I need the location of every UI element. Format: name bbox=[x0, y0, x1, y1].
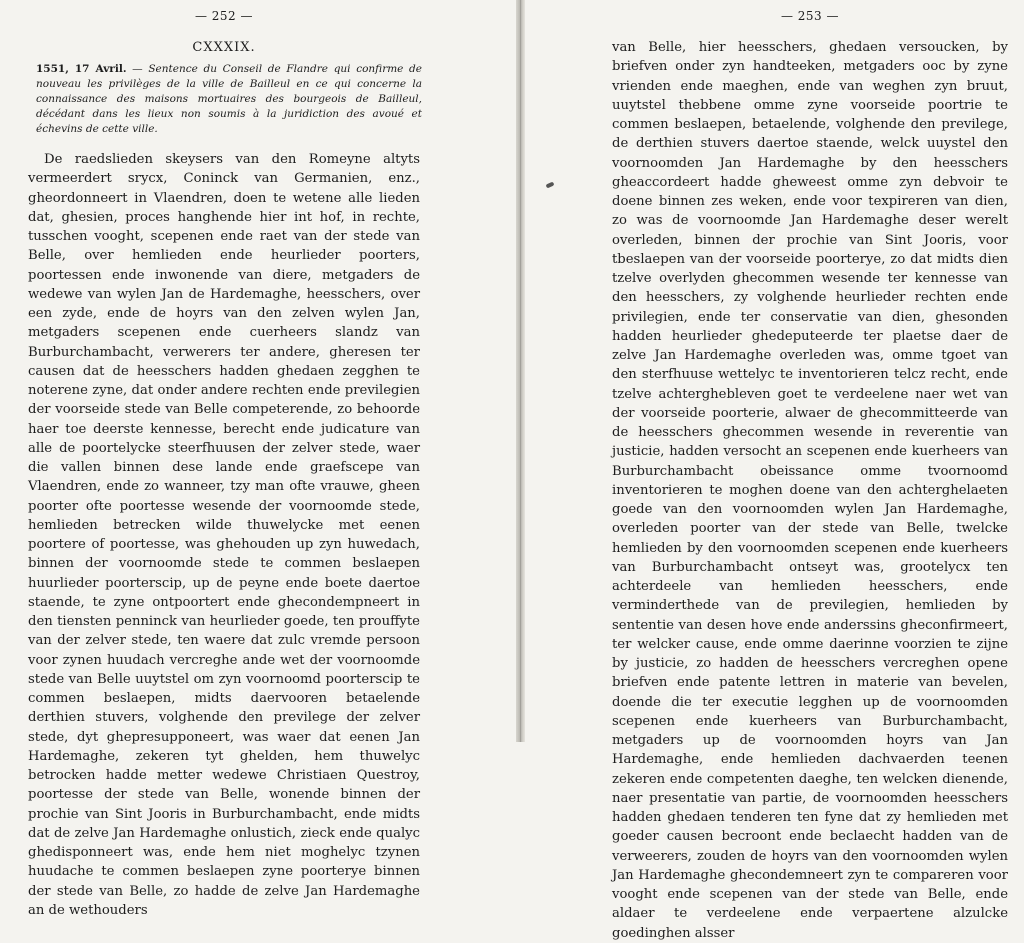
page-number: — 252 — bbox=[194, 9, 254, 23]
document-summary bbox=[36, 62, 422, 137]
book-gutter bbox=[516, 0, 525, 742]
right-page bbox=[612, 0, 1008, 941]
page-number: — 253 — bbox=[780, 9, 840, 23]
body-text: van Belle, hier heesschers, ghedaen versoucken, by briefven onder zyn handteeken, metgaders ooc by zyne vrienden ende maeghen, ende van weghen zyn bruut, uuytstel thebbene omme zyne voorseide poortrie te commen beslaepen, betaelende, volghende den previlege, de derthien stuvers daertoe staende, welck uuystel den voornoomden Jan Hardemaghe by den heesschers gheaccordeert hadde gheweest omme zyn debvoir te doene binnen zes weken, ende voor texpireren van dien, zo was de voornoomde Jan Hardemaghe deser werelt overleden, binnen der prochie van Sint Jooris, voor tbeslaepen van der voorseide poorterye, zo dat midts dien tzelve overlyden ghecommen wesende ter kennesse van den heesschers, zy volghende heurlieder rechten ende privilegien, ende ter conservatie van dien, ghesonden hadden heurlieder ghedeputeerde ter plaetse daer de zelve Jan Hardemaghe overleden was, omme tgoet van den sterfhuuse wettelyc te inventorieren telcz recht, ende tzelve achterghebleven goet te verdeelene naer wet van der voorseide poorterie, alwaer de ghecommitteerde van de heesschers ghecommen wesende in reverentie van justicie, hadden versocht an scepenen ende kuerheers van Burburchambacht obeissance omme tvoornoomd inventorieren te moghen doene van den achterghelaeten goede van den voornoomden wylen Jan Hardemaghe, overleden poorter van der stede van Belle, twelcke hemlieden by den voornoomden scepenen ende kuerheers van Burburchambacht ontseyt was, grootelycx ten achterdeele van hemlieden heesschers, ende verminderthede van de previlegien, hemlieden by sententie van desen hove ende anderssins gheconfirmeert, ter welcker cause, ende omme daerinne voorzien te zijne by justicie, zo hadden de heesschers vercreghen opene briefven ende patente lettren in materie van bevelen, doende die ter executie legghen up de voornoomden scepenen ende kuerheers van Burburchambacht, metgaders up de voornoomden hoyrs van Jan Hardemaghe, ende hemlieden dachvaerden teenen zekeren ende competenten daeghe, ten welcken dienende, naer presentatie van partie, de voornoomden heesschers hadden ghedaen tenderen ten fyne dat zy hemlieden met goeder causen becroont ende beclaecht hadden van de verweerers, zouden de hoyrs van den voornoomden wylen Jan Hardemaghe ghecondemneert zyn te compareren voor vooght ende scepenen van der stede van Belle, ende aldaer te verdeelene ende verpaertene alzulcke goedinghen alsser bbox=[612, 40, 1008, 941]
left-page bbox=[28, 0, 422, 918]
body-text: De raedslieden skeysers van den Romeyne altyts vermeerdert srycx, Coninck van Germanien, enz., gheordonneert in Vlaendren, doen te wetene alle lieden dat, ghesien, proces hanghende hier int hof, in rechte, tusschen vooght, scepenen ende raet van der stede van Belle, over hemlieden ende heurlieder poorters, poortessen ende inwonende van diere, metgaders de wedewe van wylen Jan de Hardemaghe, heesschers, over een zyde, ende de hoyrs van den zelven wylen Jan, metgaders scepenen ende cuerheers slandz van Burburchambacht, verwerers ter andere, gheresen ter causen dat de heesschers hadden ghedaen zegghen te noterene zyne, dat onder andere rechten ende previlegien der voorseide stede van Belle competerende, zo behoorde haer toe deerste kennesse, berecht ende judicature van alle de poortelycke steerfhuusen der zelver stede, waer die vallen binnen dese lande ende graefscepe van Vlaendren, ende zo wanneer, tzy man ofte vrauwe, gheen poorter ofte poortesse wesende der voornoomde stede, hemlieden betrecken wilde thuwelycke met eenen poortere of poortesse, was ghehouden up zyn huwedach, binnen der voornoomde stede te commen beslaepen huurlieder poorterscip, up de peyne ende boete daertoe staende, te zyne ontpoortert ende ghecondempneert in den tiensten penninck van heurlieder goede, ten prouffyte van der zelver stede, ten waere dat zulc vremde persoon voor zynen huudach vercreghe ande wet der voornoomde stede van Belle uuytstel om zyn voornoomd poorterscip te commen beslaepen, midts daervooren betaelende derthien stuvers, volghende den previlege der zelver stede, dyt ghepresupponeert, was waer dat eenen Jan Hardemaghe, zekeren tyt ghelden, hem thuwelyc betrocken hadde metter wedewe Christiaen Questroy, poortesse der stede van Belle, wonende binnen der prochie van Sint Jooris in Burburchambacht, ende midts dat de zelve Jan Hardemaghe onlustich, zieck ende qualyc ghedisponneert was, ende hem niet moghelyc tzynen huudache te commen beslaepen zyne poorterye binnen der stede van Belle, zo hadde de zelve Jan Hardemaghe an de wethouders bbox=[28, 152, 420, 918]
summary-date: 1551, 17 Avril. bbox=[36, 63, 127, 75]
chapter-heading: CXXXIX. bbox=[192, 40, 256, 55]
summary-text: — Sentence du Conseil de Flandre qui confirme de nouveau les privilèges de la ville de Bailleul en ce qui concerne la connaissance des maisons mortuaires des bourgeois de Bailleul, décédant dans les lieux non soumis à la juridiction des avoué et échevins de cette ville. bbox=[36, 63, 422, 135]
margin-ink-mark bbox=[546, 181, 555, 188]
